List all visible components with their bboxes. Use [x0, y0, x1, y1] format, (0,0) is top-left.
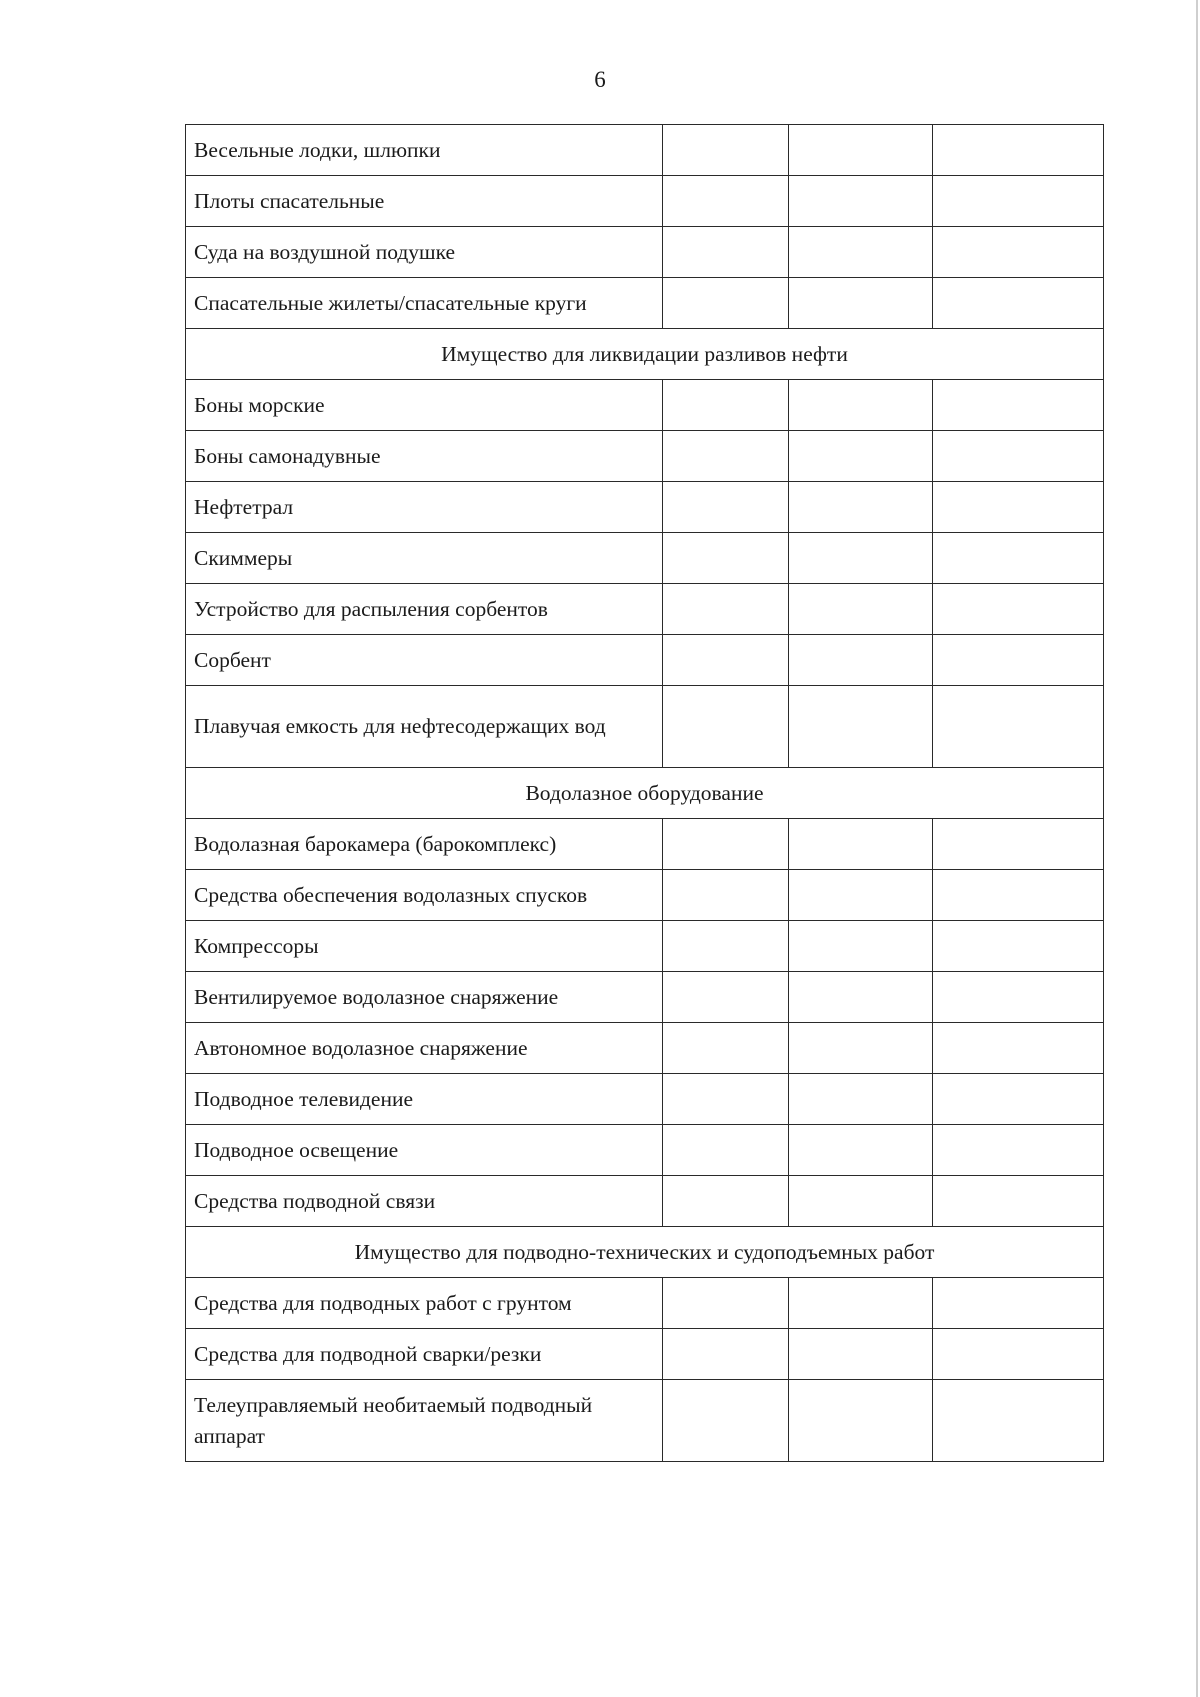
empty-value-cell: [933, 921, 1104, 972]
empty-value-cell: [933, 125, 1104, 176]
table-row: [186, 1176, 1104, 1227]
empty-value-cell: [933, 635, 1104, 686]
page-number: 6: [594, 67, 606, 92]
item-name-cell: Спасательные жилеты/спасательные круги: [186, 278, 663, 329]
table-row: [186, 380, 1104, 431]
empty-value-cell: [933, 533, 1104, 584]
empty-value-cell: [933, 1023, 1104, 1074]
item-name-cell: Скиммеры: [186, 533, 663, 584]
empty-value-cell: [663, 227, 789, 278]
empty-value-cell: [789, 482, 933, 533]
item-name-cell: Вентилируемое водолазное снаряжение: [186, 972, 663, 1023]
empty-value-cell: [663, 819, 789, 870]
item-name-cell: Боны морские: [186, 380, 663, 431]
empty-value-cell: [663, 1278, 789, 1329]
empty-value-cell: [933, 972, 1104, 1023]
empty-value-cell: [663, 635, 789, 686]
item-name-cell: Плавучая емкость для нефтесодержащих вод: [186, 686, 663, 768]
item-name-cell: Нефтетрал: [186, 482, 663, 533]
item-name-cell: Компрессоры: [186, 921, 663, 972]
empty-value-cell: [663, 1176, 789, 1227]
table-row: [186, 686, 1104, 768]
empty-value-cell: [789, 380, 933, 431]
empty-value-cell: [933, 584, 1104, 635]
empty-value-cell: [663, 1125, 789, 1176]
empty-value-cell: [789, 1125, 933, 1176]
table-row: [186, 819, 1104, 870]
item-name-cell: Средства для подводной сварки/резки: [186, 1329, 663, 1380]
table-row: [186, 921, 1104, 972]
empty-value-cell: [663, 1074, 789, 1125]
empty-value-cell: [789, 1380, 933, 1462]
empty-value-cell: [663, 125, 789, 176]
empty-value-cell: [663, 380, 789, 431]
item-name-cell: Автономное водолазное снаряжение: [186, 1023, 663, 1074]
item-name-cell: Подводное освещение: [186, 1125, 663, 1176]
table-row: [186, 176, 1104, 227]
empty-value-cell: [789, 176, 933, 227]
table-row: [186, 482, 1104, 533]
table-row: [186, 533, 1104, 584]
empty-value-cell: [789, 819, 933, 870]
section-title: Водолазное оборудование: [186, 768, 1104, 819]
table-row: [186, 584, 1104, 635]
empty-value-cell: [663, 584, 789, 635]
table-row: [186, 1380, 1104, 1462]
empty-value-cell: [663, 431, 789, 482]
item-name-cell: Суда на воздушной подушке: [186, 227, 663, 278]
item-name-cell: Сорбент: [186, 635, 663, 686]
empty-value-cell: [789, 1278, 933, 1329]
table-row: [186, 1074, 1104, 1125]
empty-value-cell: [663, 972, 789, 1023]
item-name-cell: Весельные лодки, шлюпки: [186, 125, 663, 176]
item-name-cell: Водолазная барокамера (барокомплекс): [186, 819, 663, 870]
empty-value-cell: [789, 635, 933, 686]
table-row: [186, 870, 1104, 921]
table-row: [186, 1023, 1104, 1074]
empty-value-cell: [663, 533, 789, 584]
table-row: [186, 1278, 1104, 1329]
empty-value-cell: [933, 482, 1104, 533]
empty-value-cell: [933, 1278, 1104, 1329]
empty-value-cell: [789, 278, 933, 329]
empty-value-cell: [933, 870, 1104, 921]
empty-value-cell: [933, 819, 1104, 870]
item-name-cell: Подводное телевидение: [186, 1074, 663, 1125]
empty-value-cell: [789, 1329, 933, 1380]
table-row: [186, 972, 1104, 1023]
empty-value-cell: [933, 1125, 1104, 1176]
empty-value-cell: [789, 1074, 933, 1125]
empty-value-cell: [789, 1023, 933, 1074]
item-name-cell: Плоты спасательные: [186, 176, 663, 227]
empty-value-cell: [933, 1329, 1104, 1380]
empty-value-cell: [933, 1176, 1104, 1227]
empty-value-cell: [663, 1329, 789, 1380]
table-row: [186, 125, 1104, 176]
table-row: [186, 227, 1104, 278]
empty-value-cell: [933, 431, 1104, 482]
item-name-cell: Телеуправляемый необитаемый подводный аппарат: [186, 1380, 663, 1462]
item-name-cell: Средства подводной связи: [186, 1176, 663, 1227]
empty-value-cell: [663, 278, 789, 329]
empty-value-cell: [663, 921, 789, 972]
equipment-table: [185, 124, 1104, 1462]
section-title: Имущество для ликвидации разливов нефти: [186, 329, 1104, 380]
empty-value-cell: [789, 431, 933, 482]
table-row: [186, 1329, 1104, 1380]
item-name-cell: Устройство для распыления сорбентов: [186, 584, 663, 635]
empty-value-cell: [933, 380, 1104, 431]
empty-value-cell: [663, 1380, 789, 1462]
table-row: [186, 635, 1104, 686]
section-header-row: [186, 768, 1104, 819]
empty-value-cell: [789, 972, 933, 1023]
empty-value-cell: [789, 1176, 933, 1227]
empty-value-cell: [933, 176, 1104, 227]
empty-value-cell: [933, 1380, 1104, 1462]
empty-value-cell: [789, 921, 933, 972]
empty-value-cell: [789, 533, 933, 584]
empty-value-cell: [933, 278, 1104, 329]
empty-value-cell: [933, 227, 1104, 278]
section-header-row: [186, 1227, 1104, 1278]
scan-edge-shadow: [1196, 0, 1198, 1697]
empty-value-cell: [663, 482, 789, 533]
empty-value-cell: [663, 686, 789, 768]
empty-value-cell: [933, 1074, 1104, 1125]
empty-value-cell: [933, 686, 1104, 768]
item-name-cell: Средства обеспечения водолазных спусков: [186, 870, 663, 921]
empty-value-cell: [789, 686, 933, 768]
table-row: [186, 278, 1104, 329]
section-title: Имущество для подводно-технических и судоподъемных работ: [186, 1227, 1104, 1278]
item-name-cell: Боны самонадувные: [186, 431, 663, 482]
empty-value-cell: [789, 584, 933, 635]
equipment-table-body: [186, 125, 1104, 1462]
table-row: [186, 431, 1104, 482]
empty-value-cell: [663, 1023, 789, 1074]
empty-value-cell: [789, 125, 933, 176]
empty-value-cell: [663, 176, 789, 227]
item-name-cell: Средства для подводных работ с грунтом: [186, 1278, 663, 1329]
empty-value-cell: [789, 227, 933, 278]
empty-value-cell: [789, 870, 933, 921]
table-row: [186, 1125, 1104, 1176]
section-header-row: [186, 329, 1104, 380]
empty-value-cell: [663, 870, 789, 921]
